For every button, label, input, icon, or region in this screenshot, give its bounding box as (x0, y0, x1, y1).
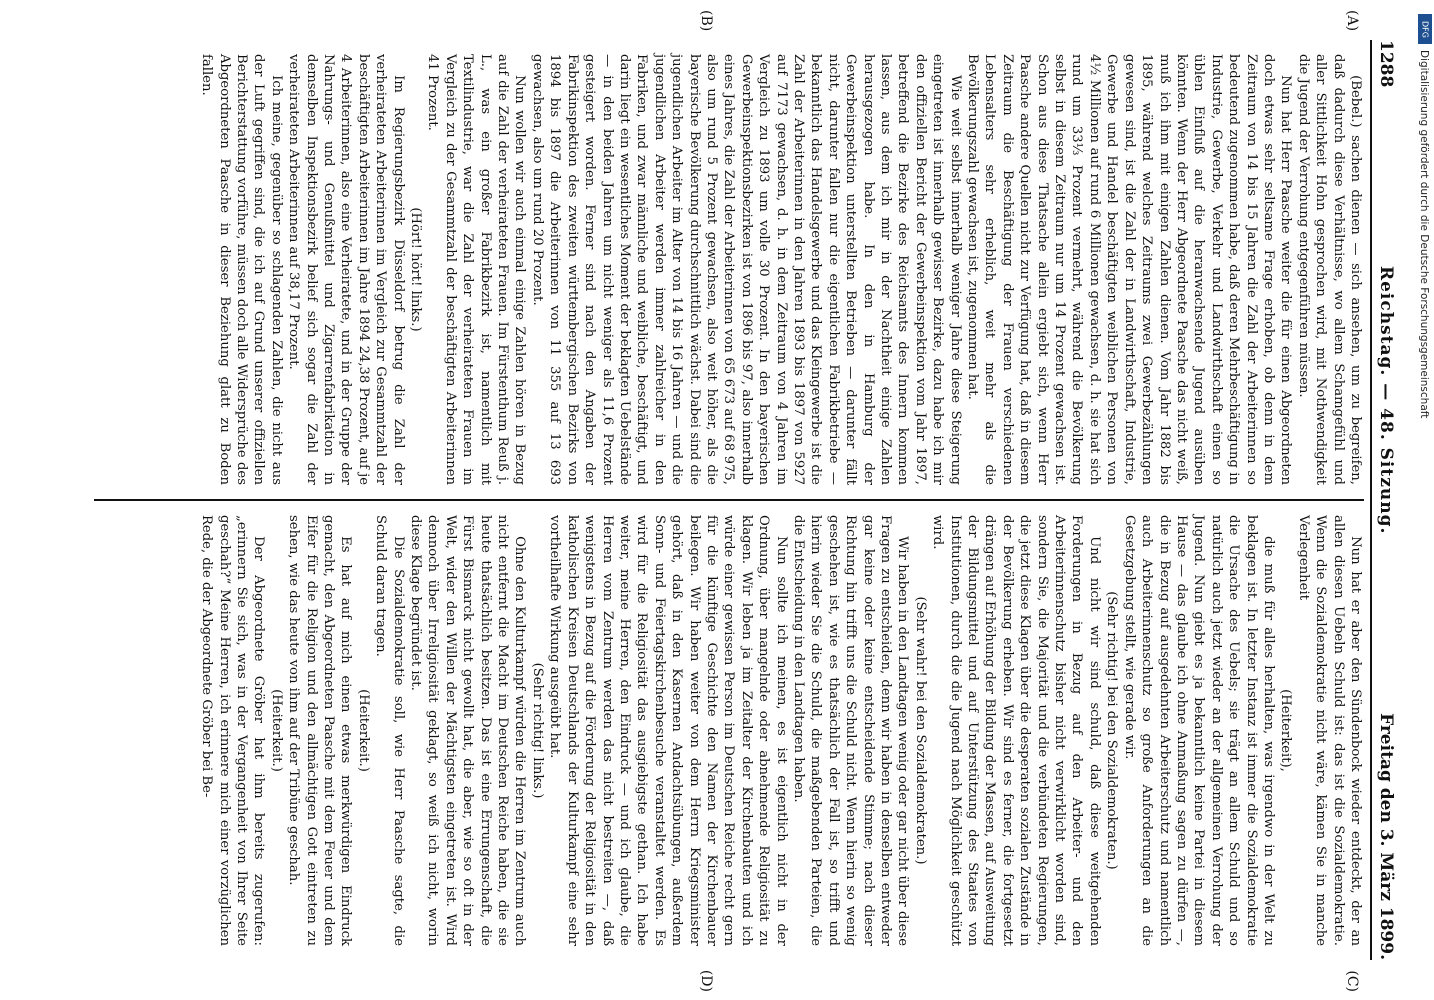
margin-label-b: (B) (698, 10, 714, 32)
paragraph: Der Abgeordnete Gröber hat ihm bereits zugerufen: „erinnern Sie sich, was in der Vergangenheit von Ihrer Seite geschah?“ Meine Herren, ich erinnere mich einer vorzüglichen Rede, die der Abgeordnete Gröber bei Be- (199, 515, 267, 946)
paragraph: Nun sollte ich meinen, es ist eigentlich nicht in der Ordnung, über mangelnde oder abnehmende Religiosität zu klagen. Wir leben ja im Zeitalter der Kirchenbauten und ich würde einer gewissen Person im Deutschen Reiche recht gern für die künftige Geschichte den Namen der Kirchenbauer beilegen. Wir haben weiter von dem Herrn Kriegsminister gehört, daß in den Kasernen Andachtsübungen, außerdem Sonn- und Feiertagskirchenbesuche veranstaltet werden. Es wird für die Religiosität das ausgiebigste gethan. Ich habe weiter, meine Herren, den Eindruck — und ich glaube, die Herren vom Zentrum werden das nicht bestreiten —, daß wenigstens in Bezug auf die Förderung der Religiosität in den katholischen Kreisen Deutschlands der Kulturkampf eine sehr vortheilhafte Wirkung ausgeübt hat. (547, 515, 789, 946)
paragraph: (Heiterkeit.) (268, 689, 284, 772)
running-head (1370, 40, 1396, 960)
left-column (94, 40, 1364, 499)
page-number: 1288 (1376, 40, 1396, 88)
paragraph: (Bebel.) sachen dienen — sich ansehen, um zu begreifen, daß dadurch diese Verhältnisse, wo allem Schamgefühl und aller Sittlichkeit Hohn gesprochen wird, mit Nothwendigkeit die Jugend der Verrohung entgegenführen müssen. (1295, 54, 1363, 485)
margin-label-a: (A) (1344, 10, 1360, 32)
right-column (94, 501, 1364, 960)
session-title: Reichstag. — 48. Sitzung. (1376, 265, 1396, 535)
paragraph: Nun hat Herr Paasche weiter die für einen Abgeordneten doch etwas sehr seltsame Frage erhoben, ob denn in dem Zeitraum von 14 bis 15 Jahren die Zahl der Arbeiterinnen so bedeutend zugenommen habe, daß deren Mehrbeschäftigung in Industrie, Gewerbe, Verkehr und Landwirthschaft einen so üblen Einfluß auf die heranwachsende Jugend ausüben könnten. Wenn der Herr Abgeordnete Paasche das nicht weiß, muß ich ihm mit einigen Zahlen dienen. Vom Jahr 1882 bis 1895, während welches Zeitraums zwei Gewerbezählungen gewesen sind, ist die Zahl der in Landwirthschaft, Industrie, Gewerbe und Handel beschäftigten weiblichen Personen von 4½ Millionen auf rund 6 Millionen gewachsen, d. h. sie hat sich rund um 33⅓ Prozent vermehrt, während die Bevölkerung selbst in diesem Zeitraum nur um 14 Prozent gewachsen ist. Schon aus diese Thatsache allein ergiebt sich, wenn Herr Paasche andere Quellen nicht zur Verfügung hat, daß in diesem Zeitraum die Beschäftigung der Frauen verschiedenen Lebensalters sehr erheblich, weit mehr als die Bevölkerungszahl gewachsen ist, zugenommen hat. (965, 54, 1294, 485)
paragraph: (Sehr richtig! links.) (529, 662, 545, 799)
paragraph: Nun hat er aber den Sündenbock wieder entdeckt, der an allen diesen Uebeln Schuld ist: das ist die Sozialdemokratie. Wenn die Sozialdemokratie nicht wäre, kämen Sie in manche Verlegenheit (1295, 515, 1363, 946)
paragraph: Ohne den Kulturkampf würden die Herren im Zentrum auch nicht entfernt die Macht im Deutschen Reiche haben, die sie heute thatsächlich besitzen. Das ist eine Errungenschaft, die Fürst Bismarck nicht gewollt hat, die aber, wie so oft in der Welt, wider den Willen der Mächtigsten eingetreten ist. Wird dennoch über Irreligiosität geklagt, so weiß ich nicht, worin diese Klage begründet ist. (408, 515, 528, 946)
paragraph: (Hört! hört! links.) (408, 207, 424, 332)
paragraph: Ich meine, gegenüber so schlagenden Zahlen, die nicht aus der Luft gegriffen sind, die ich auf Grund unserer offiziellen Berichterstattung vorführe, müssen doch alle Widersprüche des Abgeordneten Paasche in dieser Beziehung glatt zu Boden fallen. (199, 54, 284, 485)
paragraph: Es hat auf mich einen etwas merkwürdigen Eindruck gemacht, den Abgeordneten Paasche mit dem Feuer und dem Eifer für die Religion und den allmächtigen Gott eintreten zu sehen, wie das heute von ihm auf der Tribüne geschah. (286, 515, 354, 946)
session-date: Freitag den 3. März 1899. (1376, 713, 1396, 960)
paragraph: die muß für alles herhalten, was irgendwo in der Welt zu beklagen ist. In letzter Instanz ist immer die Sozialdemokratie die Ursache des Uebels; sie trägt an allem Schuld und so natürlich auch jetzt wieder an der allgemeinen Verrohung der Jugend. Nun giebt es ja bekanntlich keine Partei in diesem Hause — das glaube ich ohne Anmaßung sagen zu dürfen —, die in Bezug auf ausgedehnten Arbeiterschutz und namentlich auch Arbeiterinnenschutz so große Anforderungen an die Gesetzgebung stellt, wie gerade wir. (1121, 515, 1276, 946)
paragraph: Und nicht wir sind schuld, daß diese weitgehenden Forderungen in Bezug auf den Arbeiter- und den Arbeiterinnenschutz bisher nicht verwirklicht worden sind, sondern Sie, die Majorität und die verbündeten Regierungen, die jetzt diese Klagen über die desperaten sozialen Zustände in der Bevölkerung erheben. Wir sind es ferner, die fortgesetzt drängen auf Erhöhung der Bildung der Massen, auf Ausweitung der Bildungsmittel und auf Unterstützung des Staates von Institutionen, durch die die Jugend nach Möglichkeit geschützt wird. (930, 515, 1102, 946)
paragraph: (Heiterkeit.) (355, 689, 371, 772)
paragraph: Im Regierungsbezirk Düsseldorf betrug die Zahl der verheirateten Arbeiterinnen im Vergleich zur Gesammtzahl der beschäftigten Arbeiterinnen im Jahre 1894 24,38 Prozent, auf je 4 Arbeiterinnen, also eine Verheiratete, und in der Gruppe der Nahrungs- und Genußmittel und Zigarrenfabrikation in demselben Inspektionsbezirk belief sich sogar die Zahl der verheirateten Arbeiterinnen auf 38,17 Prozent. (286, 54, 406, 485)
paragraph: (Sehr wahr! bei den Sozialdemokraten.) (912, 596, 928, 865)
paragraph: (Sehr richtig! bei den Sozialdemokraten.) (1104, 591, 1120, 870)
paragraph: Die Sozialdemokratie soll, wie Herr Paasche sagte, die Schuld daran tragen. (373, 515, 406, 946)
credit-text: Digitalisierung gefördert durch die Deutsche Forschungsgemeinschaft (1418, 50, 1430, 419)
margin-label-d: (D) (698, 969, 714, 992)
paragraph: (Heiterkeit), (1278, 689, 1294, 772)
dfg-logo: DFG (1418, 14, 1432, 44)
paragraph: Nun wollen wir auch einmal einige Zahlen hören in Bezug auf die Zahl der verheirateten Frauen. Im Fürstenthum Reuß j. L., was ein großer Fabrikbezirk ist, namentlich mit Textilindustrie, war die Zahl der verheirateten Frauen im Vergleich zu der Gesammtzahl der beschäftigten Arbeiterinnen 41 Prozent. (425, 54, 528, 485)
margin-label-c: (C) (1344, 970, 1360, 992)
text-columns (94, 10, 1364, 992)
paragraph: Wir haben in den Landtagen wenig oder gar nicht über diese Fragen zu entscheiden, denn wir haben in denselben entweder gar keine oder keine entscheidende Stimme; nach dieser Richtung hin trifft uns die Schuld nicht. Wenn hierin so wenig geschehen ist, wie es thatsächlich der Fall ist, so trifft und hierin wieder Sie die Schuld, die maßgebenden Parteien, die die Entscheidung in den Landtagen haben. (791, 515, 911, 946)
digitization-credit (1418, 6, 1432, 996)
newspaper-page (54, 0, 1434, 1000)
paragraph: Wie weit selbst innerhalb weniger Jahre diese Steigerung eingetreten ist innerhalb gewisser Bezirke, dazu habe ich mir den offiziellen Bericht der Gewerbeinspektion vom Jahr 1897, betreffend die Bezirke des Reichsamts des Innern kommen lassen, aus dem ich mir in der Nachtheit einige Zahlen herausgezogen habe. In den in Hamburg der Gewerbeinspektion unterstellten Betrieben — darunter fällt nicht, darunter fallen nur die eigentlichen Fabrikbetriebe — bekanntlich das Handelsgewerbe und das Kleingewerbe ist die Zahl der Arbeiterinnen in den Jahren 1893 bis 1897 von 5927 auf 7173 gewachsen, d. h. in dem Zeitraum von 4 Jahren im Vergleich zu 1893 um volle 30 Prozent. In den bayerischen Gewerbeinspektionsbezirken ist von 1896 bis 97, also innerhalb eines Jahres, die Zahl der Arbeiterinnen von 65 673 auf 68 975, also um rund 5 Prozent gewachsen, also weit höher, als die bayerische Bevölkerung durchschnittlich wächst. Dabei sind die jugendlichen Arbeiter im Alter von 14 bis 16 Jahren — und die jugendlichen Arbeiter werden immer zahlreicher in den Fabriken, und zwar männliche und weibliche, beschäftigt, und darin liegt ein wesentliches Moment der beklagten Uebelstände — in den beiden Jahren um nicht weniger als 11,6 Prozent gesteigert worden. Ferner sind nach den Angaben der Fabrikinspektion des zweiten württembergischen Bezirks von 1894 bis 1897 die Arbeiterinnen von 11 355 auf 13 693 gewachsen, also um rund 20 Prozent. (529, 54, 963, 485)
